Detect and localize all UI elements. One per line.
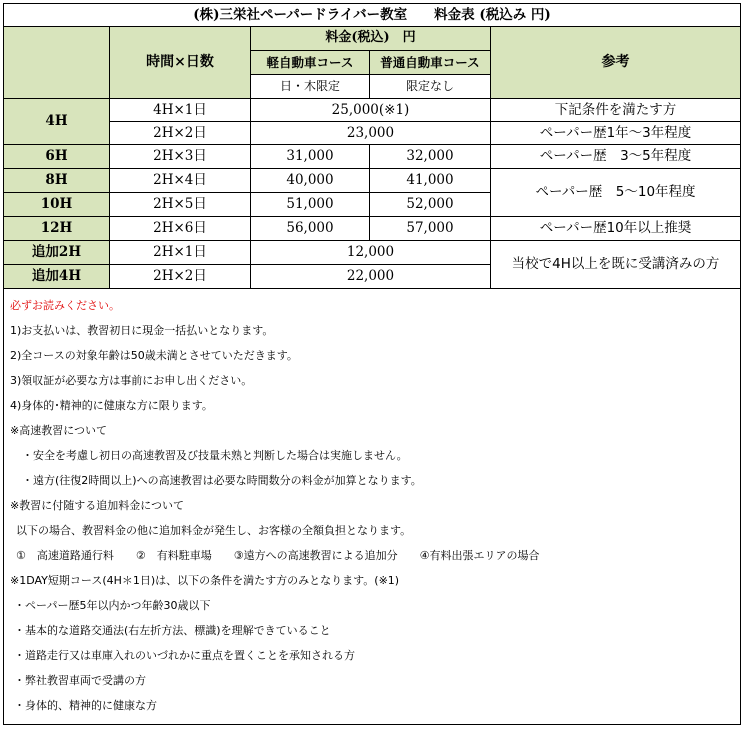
row-4h-a-time: 4H×1日 xyxy=(110,99,251,122)
header-remarks: 参考 xyxy=(491,27,741,99)
notes-section xyxy=(4,289,741,725)
condition-1: ・ペーパー歴5年以内かつ年齢30歳以下 xyxy=(14,599,211,612)
row-12h-futsu: 57,000 xyxy=(370,217,491,241)
price-table xyxy=(3,3,741,725)
header-futsu-sub: 限定なし xyxy=(370,75,491,99)
highway-note-2: ・遠方(往復2時間以上)への高速教習は必要な時間数分の料金が加算となります。 xyxy=(22,474,422,487)
row-add4h-price: 22,000 xyxy=(251,265,491,289)
note-receipt: 3)領収証が必要な方は事前にお申し出ください。 xyxy=(10,374,253,387)
row-4h-a-price: 25,000(※1) xyxy=(251,99,491,122)
header-futsu: 普通自動車コース xyxy=(370,51,491,75)
oneday-heading: ※1DAY短期コース(4H＊1日)は、以下の条件を満たす方のみとなります。(※1) xyxy=(10,574,400,587)
row-10h-time: 2H×5日 xyxy=(110,193,251,217)
condition-2: ・基本的な道路交通法(右左折方法、標識)を理解できていること xyxy=(14,624,331,637)
row-4h-b-note: ペーパー歴1年～3年程度 xyxy=(491,122,741,145)
extra-fee-items: ① 高速道路通行料 ② 有料駐車場 ③遠方への高速教習による追加分 ④有料出張エリアの場合 xyxy=(16,549,540,562)
extra-fee-heading: ※教習に付随する追加料金について xyxy=(10,499,184,512)
extra-fee-note: 以下の場合、教習料金の他に追加料金が発生し、お客様の全額負担となります。 xyxy=(16,524,412,537)
condition-5: ・身体的、精神的に健康な方 xyxy=(14,699,157,712)
corner-header-cell xyxy=(4,27,110,99)
note-payment: 1)お支払いは、教習初日に現金一括払いとなります。 xyxy=(10,324,274,337)
row-label-6h: 6H xyxy=(4,145,110,169)
row-6h-kei: 31,000 xyxy=(251,145,370,169)
header-price-group: 料金(税込) 円 xyxy=(251,27,491,51)
row-4h-b-price: 23,000 xyxy=(251,122,491,145)
row-add2h-price: 12,000 xyxy=(251,241,491,265)
row-8h-time: 2H×4日 xyxy=(110,169,251,193)
row-10h-futsu: 52,000 xyxy=(370,193,491,217)
note-health: 4)身体的･精神的に健康な方に限ります。 xyxy=(10,399,213,412)
row-label-4h: 4H xyxy=(4,99,110,145)
condition-4: ・弊社教習車両で受講の方 xyxy=(14,674,146,687)
row-4h-a-note: 下記条件を満たす方 xyxy=(491,99,741,122)
highway-heading: ※高速教習について xyxy=(10,424,107,437)
row-10h-kei: 51,000 xyxy=(251,193,370,217)
header-kei-sub: 日・木限定 xyxy=(251,75,370,99)
page-title: (株)三栄社ペーパードライバー教室 料金表 (税込み 円) xyxy=(4,4,741,27)
row-6h-time: 2H×3日 xyxy=(110,145,251,169)
row-label-12h: 12H xyxy=(4,217,110,241)
row-6h-futsu: 32,000 xyxy=(370,145,491,169)
row-add4h-time: 2H×2日 xyxy=(110,265,251,289)
row-12h-note: ペーパー歴10年以上推奨 xyxy=(491,217,741,241)
row-add-note: 当校で4H以上を既に受講済みの方 xyxy=(491,241,741,289)
note-age: 2)全コースの対象年齢は50歳未満とさせていただきます。 xyxy=(10,349,298,362)
row-8h-kei: 40,000 xyxy=(251,169,370,193)
row-label-8h: 8H xyxy=(4,169,110,193)
row-4h-b-time: 2H×2日 xyxy=(110,122,251,145)
row-label-add4h: 追加4H xyxy=(4,265,110,289)
row-8-10h-note: ペーパー歴 5～10年程度 xyxy=(491,169,741,217)
notes-heading: 必ずお読みください。 xyxy=(10,299,120,312)
row-label-10h: 10H xyxy=(4,193,110,217)
highway-note-1: ・安全を考慮し初日の高速教習及び技量未熟と判断した場合は実施しません。 xyxy=(22,449,408,462)
row-6h-note: ペーパー歴 3～5年程度 xyxy=(491,145,741,169)
row-8h-futsu: 41,000 xyxy=(370,169,491,193)
condition-3: ・道路走行又は車庫入れのいづれかに重点を置くことを承知される方 xyxy=(14,649,355,662)
header-kei: 軽自動車コース xyxy=(251,51,370,75)
header-time-days: 時間×日数 xyxy=(110,27,251,99)
row-add2h-time: 2H×1日 xyxy=(110,241,251,265)
row-12h-kei: 56,000 xyxy=(251,217,370,241)
row-label-add2h: 追加2H xyxy=(4,241,110,265)
row-12h-time: 2H×6日 xyxy=(110,217,251,241)
